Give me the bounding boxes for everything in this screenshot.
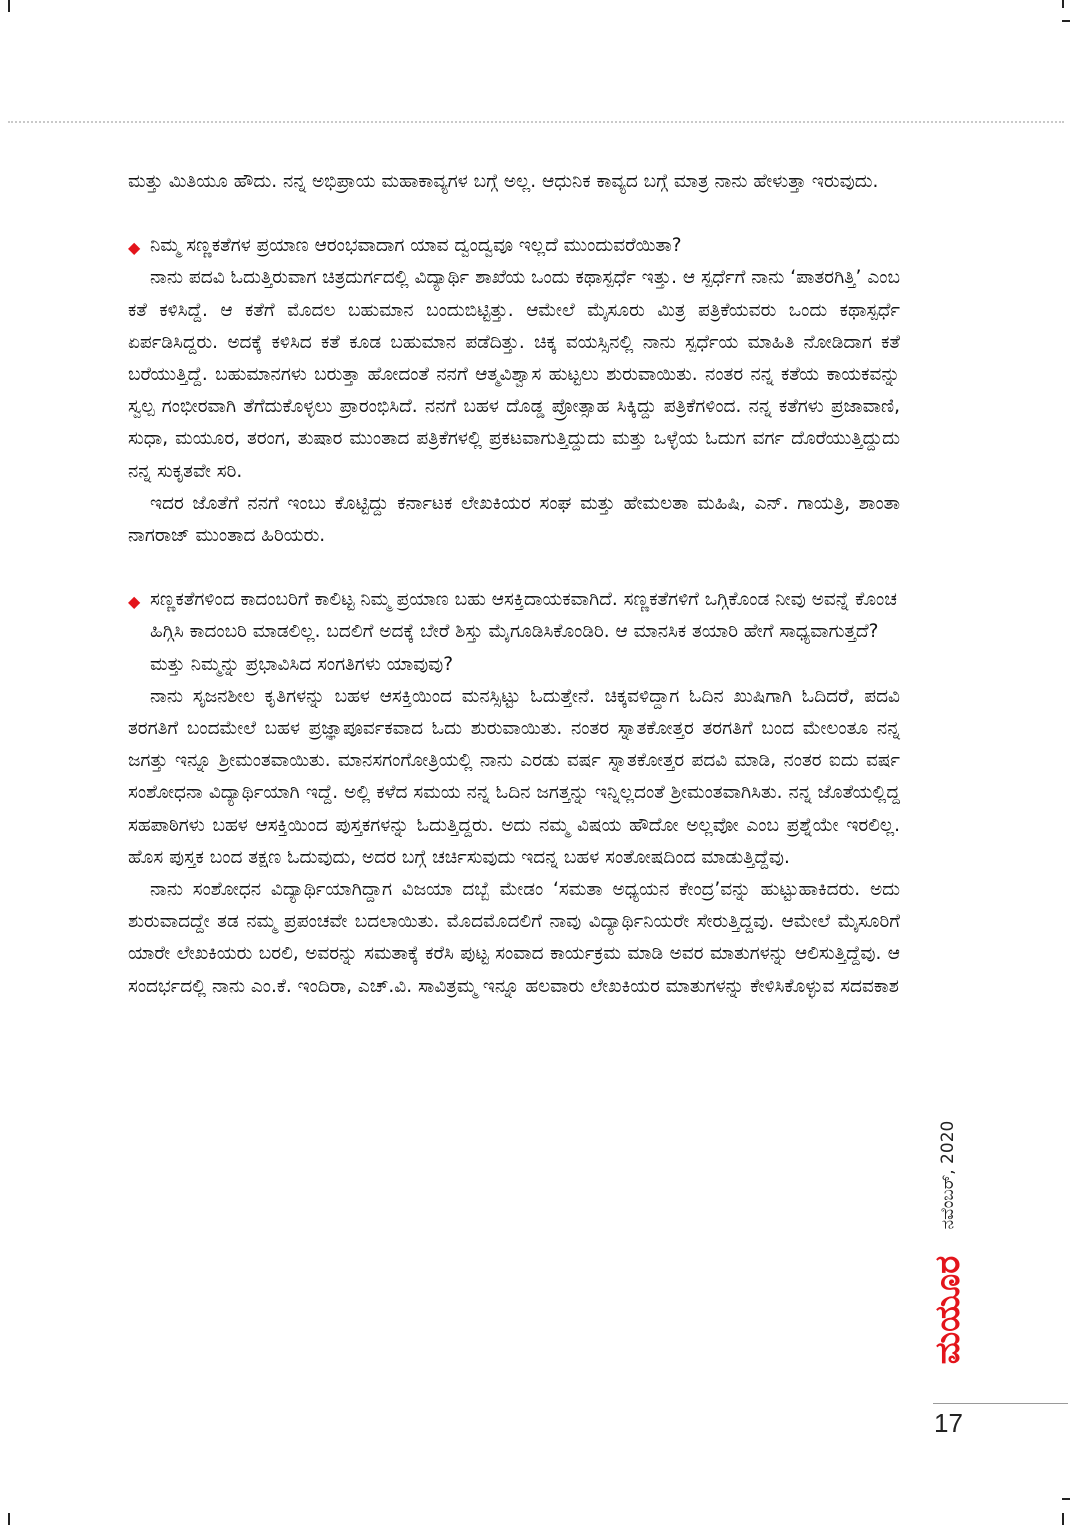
- issue-date: ನವೆಂಬರ್, 2020: [938, 1120, 958, 1230]
- crop-mark-bottom-right: [1062, 1513, 1064, 1525]
- answer-2-paragraph-1: ನಾನು ಸೃಜನಶೀಲ ಕೃತಿಗಳನ್ನು ಬಹಳ ಆಸಕ್ತಿಯಿಂದ ಮನಸ್ಸಿಟ್ಟು ಓದುತ್ತೇನೆ. ಚಿಕ್ಕವಳಿದ್ದಾಗ ಓದಿನ ಖುಷಿಗಾಗಿ ಓದಿದರೆ, ಪದವಿ ತರಗತಿಗೆ ಬಂದಮೇಲೆ ಬಹಳ ಪ್ರಜ್ಞಾಪೂರ್ವಕವಾದ ಓದು ಶುರುವಾಯಿತು. ನಂತರ ಸ್ನಾತಕೋತ್ತರ ತರಗತಿಗೆ ಬಂದ ಮೇಲಂತೂ ನನ್ನ ಜಗತ್ತು ಇನ್ನೂ ಶ್ರೀಮಂತವಾಯಿತು. ಮಾನಸಗಂಗೋತ್ರಿಯಲ್ಲಿ ನಾನು ಎರಡು ವರ್ಷ ಸ್ನಾತಕೋತ್ತರ ಪದವಿ ಮಾಡಿ, ನಂತರ ಐದು ವರ್ಷ ಸಂಶೋಧನಾ ವಿದ್ಯಾರ್ಥಿಯಾಗಿ ಇದ್ದೆ. ಅಲ್ಲಿ ಕಳೆದ ಸಮಯ ನನ್ನ ಓದಿನ ಜಗತ್ತನ್ನು ಇನ್ನಿಲ್ಲದಂತೆ ಶ್ರೀಮಂತವಾಗಿಸಿತು. ನನ್ನ ಜೊತೆಯಲ್ಲಿದ್ದ ಸಹಪಾಠಿಗಳು ಬಹಳ ಆಸಕ್ತಿಯಿಂದ ಪುಸ್ತಕಗಳನ್ನು ಓದುತ್ತಿದ್ದರು. ಅದು ನಮ್ಮ ವಿಷಯ ಹೌದೋ ಅಲ್ಲವೋ ಎಂಬ ಪ್ರಶ್ನೆಯೇ ಇರಲಿಲ್ಲ. ಹೊಸ ಪುಸ್ತಕ ಬಂದ ತಕ್ಷಣ ಓದುವುದು, ಅದರ ಬಗ್ಗೆ ಚರ್ಚಿಸುವುದು ಇದನ್ನ ಬಹಳ ಸಂತೋಷದಿಂದ ಮಾಡುತ್ತಿದ್ದೆವು.: [128, 685, 900, 868]
- section-gap: [128, 552, 900, 584]
- question-2-text: ಸಣ್ಣಕತೆಗಳಿಂದ ಕಾದಂಬರಿಗೆ ಕಾಲಿಟ್ಟ ನಿಮ್ಮ ಪ್ರಯಾಣ ಬಹು ಆಸಕ್ತಿದಾಯಕವಾಗಿದೆ. ಸಣ್ಣಕತೆಗಳಿಗೆ ಒಗ್ಗಿಕೊಂಡ ನೀವು ಅವನ್ನೆ ಕೊಂಚ ಹಿಗ್ಗಿಸಿ ಕಾದಂಬರಿ ಮಾಡಲಿಲ್ಲ. ಬದಲಿಗೆ ಅದಕ್ಕೆ ಬೇರೆ ಶಿಸ್ತು ಮೈಗೂಡಿಸಿಕೊಂಡಿರಿ. ಆ ಮಾನಸಿಕ ತಯಾರಿ ಹೇಗೆ ಸಾಧ್ಯವಾಗುತ್ತದೆ? ಮತ್ತು ನಿಮ್ಮನ್ನು ಪ್ರಭಾವಿಸಿದ ಸಂಗತಿಗಳು ಯಾವುವು?: [150, 589, 897, 675]
- article-body: [128, 166, 900, 1003]
- footer-rule: [933, 1403, 1068, 1404]
- paragraph-intro: ಮತ್ತು ಮಿತಿಯೂ ಹೌದು. ನನ್ನ ಅಭಿಪ್ರಾಯ ಮಹಾಕಾವ್ಯಗಳ ಬಗ್ಗೆ ಅಲ್ಲ. ಆಧುನಿಕ ಕಾವ್ಯದ ಬಗ್ಗೆ ಮಾತ್ರ ನಾನು ಹೇಳುತ್ತಾ ಇರುವುದು.: [128, 171, 879, 192]
- crop-mark-bottom-left: [8, 1513, 10, 1525]
- crop-mark-right-upper: [1062, 20, 1070, 22]
- crop-mark-right-lower: [1062, 1498, 1070, 1500]
- question-1: [128, 230, 900, 262]
- header-dotted-rule: [8, 121, 1064, 123]
- answer-1-paragraph-2: ಇದರ ಜೊತೆಗೆ ನನಗೆ ಇಂಬು ಕೊಟ್ಟಿದ್ದು ಕರ್ನಾಟಕ ಲೇಖಕಿಯರ ಸಂಘ ಮತ್ತು ಹೇಮಲತಾ ಮಹಿಷಿ, ಎನ್. ಗಾಯತ್ರಿ, ಶಾಂತಾ ನಾಗರಾಜ್ ಮುಂತಾದ ಹಿರಿಯರು.: [128, 492, 900, 547]
- answer-2-paragraph-2: ನಾನು ಸಂಶೋಧನ ವಿದ್ಯಾರ್ಥಿಯಾಗಿದ್ದಾಗ ವಿಜಯಾ ದಬ್ಬೆ ಮೇಡಂ ‘ಸಮತಾ ಅಧ್ಯಯನ ಕೇಂದ್ರ’ವನ್ನು ಹುಟ್ಟುಹಾಕಿದರು. ಅದು ಶುರುವಾದದ್ದೇ ತಡ ನಮ್ಮ ಪ್ರಪಂಚವೇ ಬದಲಾಯಿತು. ಮೊದಮೊದಲಿಗೆ ನಾವು ವಿದ್ಯಾರ್ಥಿನಿಯರೇ ಸೇರುತ್ತಿದ್ದವು. ಆಮೇಲೆ ಮೈಸೂರಿಗೆ ಯಾರೇ ಲೇಖಕಿಯರು ಬರಲಿ, ಅವರನ್ನು ಸಮತಾಕ್ಕೆ ಕರೆಸಿ ಪುಟ್ಟ ಸಂವಾದ ಕಾರ್ಯಕ್ರಮ ಮಾಡಿ ಅವರ ಮಾತುಗಳನ್ನು ಆಲಿಸುತ್ತಿದ್ದೆವು. ಆ ಸಂದರ್ಭದಲ್ಲಿ ನಾನು ಎಂ.ಕೆ. ಇಂದಿರಾ, ಎಚ್.ವಿ. ಸಾವಿತ್ರಮ್ಮ ಇನ್ನೂ ಹಲವಾರು ಲೇಖಕಿಯರ ಮಾತುಗಳನ್ನು ಕೇಳಿಸಿಕೊಳ್ಳುವ ಸದವಕಾಶ: [128, 879, 900, 997]
- section-gap: [128, 198, 900, 230]
- red-diamond-bullet-icon: ◆: [128, 592, 141, 612]
- question-1-text: ನಿಮ್ಮ ಸಣ್ಣಕತೆಗಳ ಪ್ರಯಾಣ ಆರಂಭವಾದಾಗ ಯಾವ ದ್ವಂದ್ವವೂ ಇಲ್ಲದೆ ಮುಂದುವರೆಯಿತಾ?: [150, 235, 682, 257]
- answer-1-paragraph-1: ನಾನು ಪದವಿ ಓದುತ್ತಿರುವಾಗ ಚಿತ್ರದುರ್ಗದಲ್ಲಿ ವಿದ್ಯಾರ್ಥಿ ಶಾಖೆಯ ಒಂದು ಕಥಾಸ್ಪರ್ಧೆ ಇತ್ತು. ಆ ಸ್ಪರ್ಧೆಗೆ ನಾನು ‘ಪಾತರಗಿತ್ತಿ’ ಎಂಬ ಕತೆ ಕಳಿಸಿದ್ದೆ. ಆ ಕತೆಗೆ ಮೊದಲ ಬಹುಮಾನ ಬಂದುಬಿಟ್ಟಿತ್ತು. ಆಮೇಲೆ ಮೈಸೂರು ಮಿತ್ರ ಪತ್ರಿಕೆಯವರು ಒಂದು ಕಥಾಸ್ಪರ್ಧೆ ಏರ್ಪಡಿಸಿದ್ದರು. ಅದಕ್ಕೆ ಕಳಿಸಿದ ಕತೆ ಕೂಡ ಬಹುಮಾನ ಪಡೆದಿತ್ತು. ಚಿಕ್ಕ ವಯಸ್ಸಿನಲ್ಲಿ ನಾನು ಸ್ಪರ್ಧೆಯ ಮಾಹಿತಿ ನೋಡಿದಾಗ ಕತೆ ಬರೆಯುತ್ತಿದ್ದೆ. ಬಹುಮಾನಗಳು ಬರುತ್ತಾ ಹೋದಂತೆ ನನಗೆ ಆತ್ಮವಿಶ್ವಾಸ ಹುಟ್ಟಲು ಶುರುವಾಯಿತು. ನಂತರ ನನ್ನ ಕತೆಯ ಕಾಯಕವನ್ನು ಸ್ವಲ್ಪ ಗಂಭೀರವಾಗಿ ತೆಗೆದುಕೊಳ್ಳಲು ಪ್ರಾರಂಭಿಸಿದೆ. ನನಗೆ ಬಹಳ ದೊಡ್ಡ ಪ್ರೋತ್ಸಾಹ ಸಿಕ್ಕಿದ್ದು ಪತ್ರಿಕೆಗಳಿಂದ. ನನ್ನ ಕತೆಗಳು ಪ್ರಜಾವಾಣಿ, ಸುಧಾ, ಮಯೂರ, ತರಂಗ, ತುಷಾರ ಮುಂತಾದ ಪತ್ರಿಕೆಗಳಲ್ಲಿ ಪ್ರಕಟವಾಗುತ್ತಿದ್ದುದು ಮತ್ತು ಒಳ್ಳೆಯ ಓದುಗ ವರ್ಗ ದೊರೆಯುತ್ತಿದ್ದುದು ನನ್ನ ಸುಕೃತವೇ ಸರಿ.: [128, 267, 900, 482]
- crop-mark-top-right: [1062, 0, 1064, 8]
- question-2: [128, 584, 900, 681]
- red-diamond-bullet-icon: ◆: [128, 238, 141, 258]
- magazine-logo: ಮಯೂರ: [928, 1255, 968, 1365]
- page-number: 17: [934, 1408, 963, 1438]
- crop-mark-top-left: [8, 0, 10, 12]
- side-masthead: [928, 1085, 968, 1405]
